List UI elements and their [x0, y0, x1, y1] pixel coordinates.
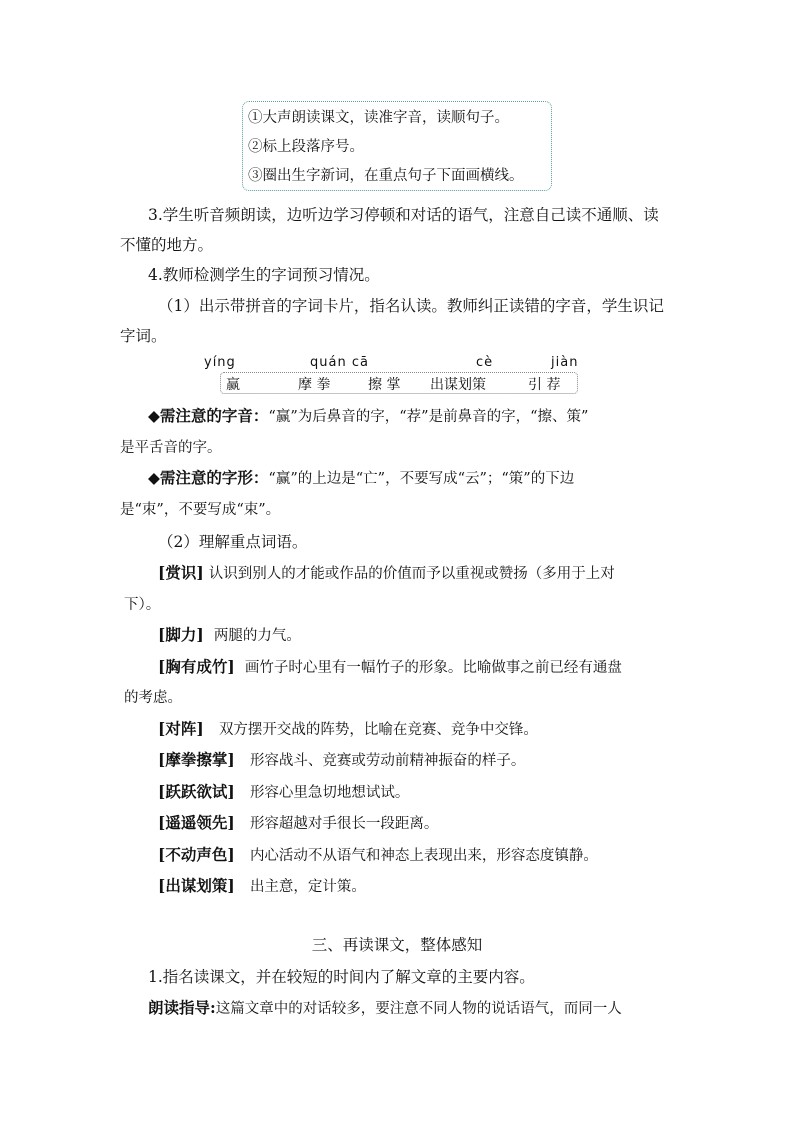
reading-guide-text: 这篇文章中的对话较多，要注意不同人物的说话语气，而同一人 — [215, 1001, 622, 1017]
word-moquan: 摩 拳 — [298, 377, 331, 393]
para3-line2: 不懂的地方。 — [120, 236, 214, 254]
vocab-term: [出谋划策] — [158, 876, 235, 895]
vocab-item-duizhen — [158, 717, 538, 739]
para3-line1: 3.学生听音频朗读，边听边学习停顿和对话的语气，注意自己读不通顺、读 — [148, 206, 659, 224]
step-item-3: ③圈出生字新词，在重点句子下面画横线。 — [248, 168, 524, 184]
step-item-2: ②标上段落序号。 — [248, 139, 364, 155]
pinyin-quan-ca: quán cā — [310, 355, 369, 370]
vocab-term: [对阵] — [158, 719, 204, 738]
vocab-term: [赏识] — [158, 563, 204, 582]
note-shape-line1 — [148, 466, 574, 488]
vocab-item-shangshi — [158, 561, 615, 583]
vocab-def: 形容心里急切地想试试。 — [249, 785, 410, 801]
vocab-def: 认识到别人的才能或作品的价值而予以重视或赞扬（多用于上对 — [208, 566, 615, 582]
reading-guide-label: 朗读指导: — [148, 998, 216, 1017]
vocab-def-cont: 的考虑。 — [124, 690, 182, 706]
note-sound-text: “赢”为后鼻音的字，“荐”是前鼻音的字，“擦、策” — [268, 409, 589, 425]
reading-guide — [148, 996, 622, 1018]
pinyin-ying: yíng — [204, 355, 236, 370]
vocab-item-jiaoli — [158, 623, 301, 645]
vocab-term: [脚力] — [158, 625, 204, 644]
sub1-line1: （1）出示带拼音的字词卡片，指名认读。教师纠正读错的字音，学生识记 — [158, 297, 664, 315]
vocab-def: 画竹子时心里有一幅竹子的形象。比喻做事之前已经有通盘 — [244, 660, 622, 676]
vocab-item-budongshengse — [158, 843, 598, 865]
word-yinjian: 引 荐 — [528, 377, 561, 393]
word-chumouhuace: 出谋划策 — [430, 377, 486, 393]
vocab-term: [胸有成竹] — [158, 657, 235, 676]
section3-item1: 1.指名读课文，并在较短的时间内了解文章的主要内容。 — [148, 968, 535, 986]
vocab-def: 内心活动不从语气和神态上表现出来，形容态度镇静。 — [249, 848, 598, 864]
vocab-def: 出主意，定计策。 — [249, 879, 366, 895]
vocab-item-chumouhuace — [158, 874, 366, 896]
note-sound-line1 — [148, 404, 588, 426]
vocab-def: 形容战斗、竞赛或劳动前精神振奋的样子。 — [249, 753, 526, 769]
vocab-term: [摩拳擦掌] — [158, 750, 235, 769]
word-ying: 赢 — [226, 377, 240, 393]
note-shape-label: ◆需注意的字形： — [148, 468, 269, 487]
note-shape-line2: 是“朿”，不要写成“束”。 — [120, 502, 281, 518]
vocab-item-moquancazhang — [158, 748, 525, 770]
pinyin-jian: jiàn — [551, 355, 579, 370]
para4: 4.教师检测学生的字词预习情况。 — [148, 266, 380, 284]
vocab-item-yaoyaolingxian — [158, 811, 438, 833]
section-heading: 三、再读课文，整体感知 — [311, 936, 483, 954]
vocab-def: 两腿的力气。 — [213, 628, 301, 644]
word-cazhang: 擦 掌 — [368, 377, 401, 393]
pinyin-ce: cè — [476, 355, 494, 370]
note-sound-line2: 是平舌音的字。 — [120, 440, 222, 456]
vocab-item-yueyueyushi — [158, 780, 409, 802]
note-shape-text: “赢”的上边是“亡”，不要写成“云”；“策”的下边 — [268, 471, 575, 487]
step-item-1: ①大声朗读课文，读准字音，读顺句子。 — [248, 110, 509, 126]
vocab-term: [不动声色] — [158, 845, 235, 864]
vocab-term: [遥遥领先] — [158, 813, 235, 832]
sub2: （2）理解重点词语。 — [158, 533, 308, 551]
sub1-line2: 字词。 — [120, 327, 167, 345]
vocab-def-cont: 下）。 — [124, 597, 161, 613]
vocab-item-xiongyouchengzhu — [158, 655, 622, 677]
vocab-def: 形容超越对手很长一段距离。 — [249, 816, 439, 832]
vocab-def: 双方摆开交战的阵势，比喻在竞赛、竞争中交锋。 — [218, 722, 538, 738]
vocab-term: [跃跃欲试] — [158, 782, 235, 801]
note-sound-label: ◆需注意的字音： — [148, 406, 269, 425]
